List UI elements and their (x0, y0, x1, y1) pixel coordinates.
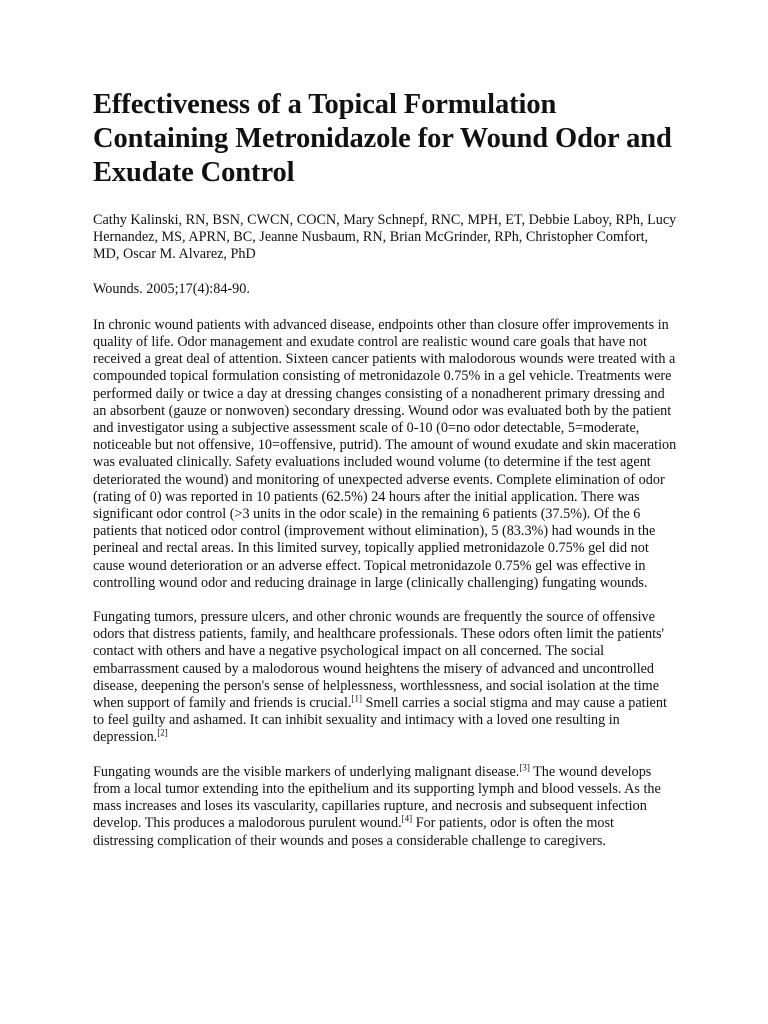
paragraph-text: Smell carries a social stigma and may cause a patient to feel guilty and ashamed. It can inhibit sexuality and intimacy with a loved one resulting in depression. (93, 695, 667, 746)
reference-link-2[interactable]: [2] (157, 727, 168, 738)
reference-link-3[interactable]: [3] (519, 761, 530, 772)
paragraph-text: The wound develops from a local tumor extending into the epithelium and its supporting lymph and blood vessels. As the mass increases and loses its vascularity, capillaries rupture, and necrosis and subsequent infection develop. This produces a malodorous purulent wound. (93, 763, 661, 832)
paragraph-text: Fungating wounds are the visible markers of underlying malignant disease. (93, 763, 520, 780)
body-paragraph-odor-impact (93, 609, 677, 747)
article-title: Effectiveness of a Topical Formulation Containing Metronidazole for Wound Odor and Exudate Control (93, 89, 672, 188)
abstract-paragraph: In chronic wound patients with advanced disease, endpoints other than closure offer improvements in quality of life. Odor management and exudate control are realistic wound care goals that have not received a great deal of attention. Sixteen cancer patients with malodorous wounds were treated with a compounded topical formulation consisting of metronidazole 0.75% in a gel vehicle. Treatments were performed daily or twice a day at dressing changes consisting of a nonadherent primary dressing and an absorbent (gauze or nonwoven) secondary dressing. Wound odor was evaluated both by the patient and investigator using a subjective assessment scale of 0-10 (0=no odor detectable, 5=moderate, noticeable but not offensive, 10=offensive, putrid). The amount of wound exudate and skin maceration was evaluated clinically. Safety evaluations included wound volume (to determine if the test agent deteriorated the wound) and monitoring of unexpected adverse events. Complete elimination of odor (rating of 0) was reported in 10 patients (62.5%) 24 hours after the initial application. There was significant odor control (>3 units in the odor scale) in the remaining 6 patients (37.5%). Of the 6 patients that noticed odor control (improvement without elimination), 5 (83.3%) had wounds in the perineal and rectal areas. In this limited survey, topically applied metronidazole 0.75% gel did not cause wound deterioration or an adverse effect. Topical metronidazole 0.75% gel was effective in controlling wound odor and reducing drainage in large (clinically challenging) fungating wounds. (93, 316, 677, 591)
reference-link-1[interactable]: [1] (351, 693, 362, 704)
paragraph-text: Fungating tumors, pressure ulcers, and other chronic wounds are frequently the source of offensive odors that distress patients, family, and healthcare professionals. These odors often limit the patients' contact with others and have a negative psychological impact on all concerned. The social embarrassment caused by a malodorous wound heightens the misery of advanced and uncontrolled disease, deepening the person's sense of helplessness, worthlessness, and social isolation at the time when support of family and friends is crucial. (93, 609, 665, 712)
reference-link-4[interactable]: [4] (401, 813, 413, 824)
paragraph-text: For patients, odor is often the most distressing complication of their wounds and poses a considerable challenge to caregivers. (93, 815, 614, 849)
body-paragraph-fungating-wounds (93, 761, 677, 850)
document-page (93, 88, 677, 850)
author-list: Cathy Kalinski, RN, BSN, CWCN, COCN, Mary Schnepf, RNC, MPH, ET, Debbie Laboy, RPh, Lucy Hernandez, MS, APRN, BC, Jeanne Nusbaum, RN, Brian McGrinder, RPh, Christopher Comfort, MD, Oscar M. Alvarez, PhD (93, 212, 677, 263)
journal-citation: Wounds. 2005;17(4):84-90. (93, 280, 250, 297)
